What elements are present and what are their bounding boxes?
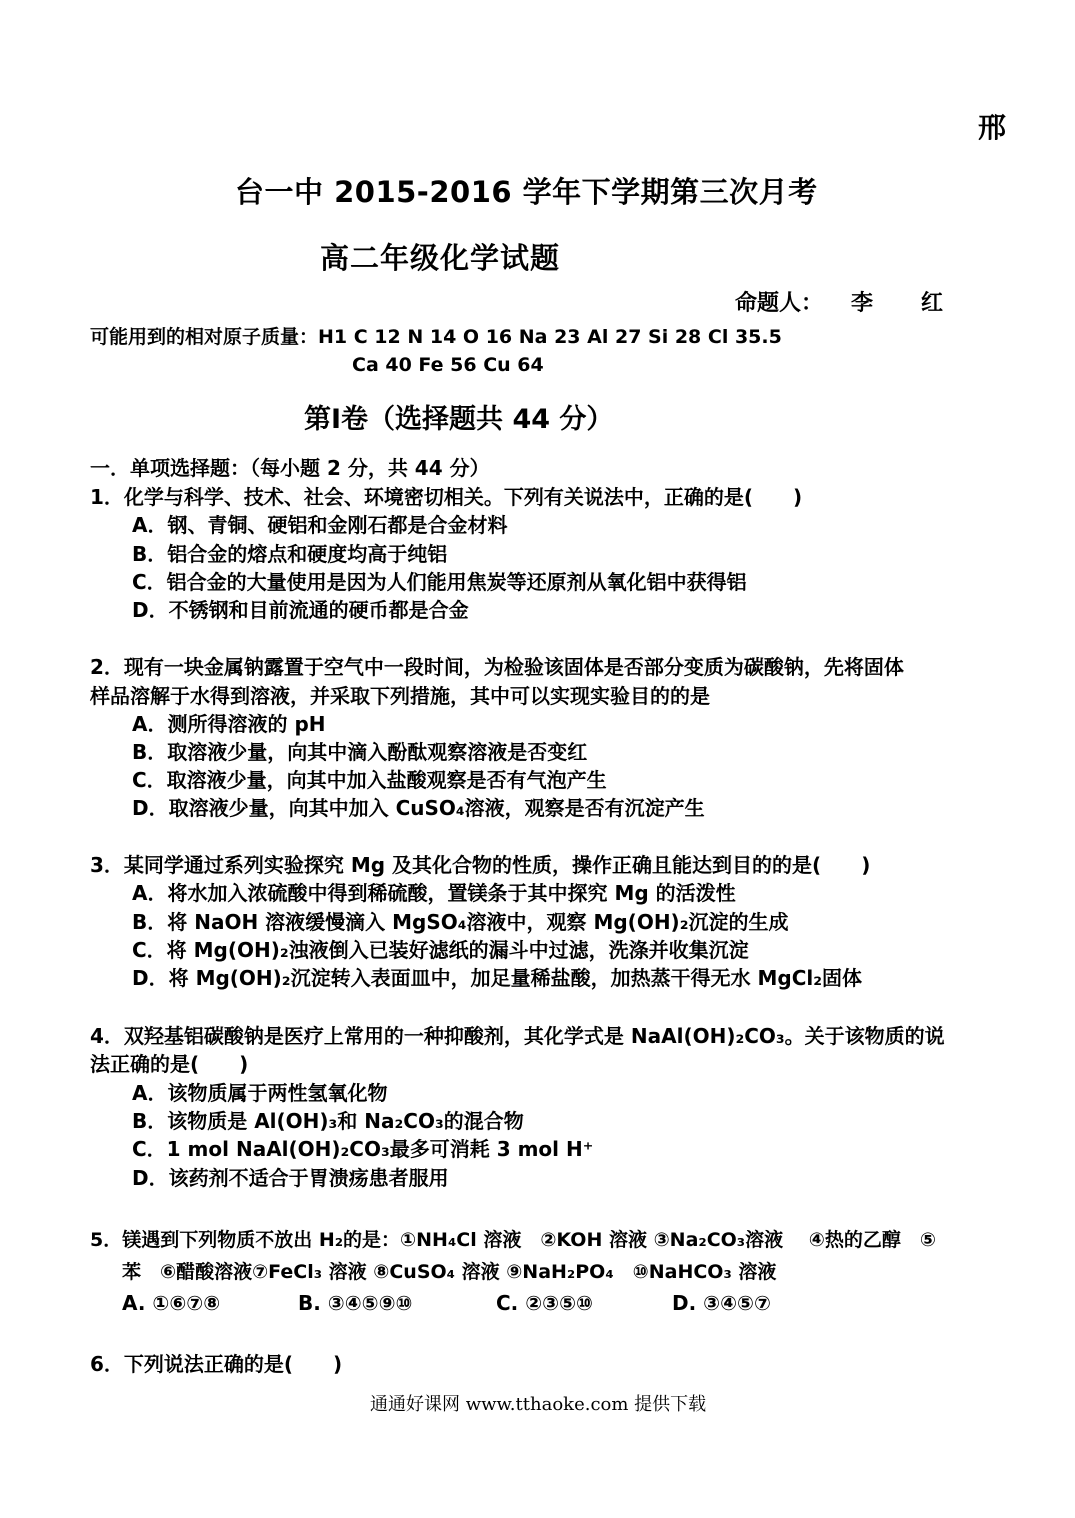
page-footer: 通通好课网 www.tthaoke.com 提供下载 [370,1394,707,1415]
question-3-stem: 3．某同学通过系列实验探究 Mg 及其化合物的性质，操作正确且能达到目的的是( ) [90,853,871,877]
question-4-option-a: A．该物质属于两性氢氧化物 [132,1081,388,1105]
question-3-option-a: A．将水加入浓硫酸中得到稀硫酸，置镁条于其中探究 Mg 的活泼性 [132,881,736,905]
question-5-option-d: D. ③④⑤⑦ [672,1291,771,1315]
question-6-stem: 6．下列说法正确的是( ) [90,1352,343,1376]
question-4-option-b: B．该物质是 Al(OH)₃和 Na₂CO₃的混合物 [132,1109,524,1133]
question-4-stem-line-1: 4．双羟基铝碳酸钠是医疗上常用的一种抑酸剂，其化学式是 NaAl(OH)₂CO₃。关于该物质的说 [90,1024,945,1048]
author-name-first: 李 [851,291,874,316]
question-1-option-c: C．铝合金的大量使用是因为人们能用焦炭等还原剂从氧化铝中获得铝 [132,570,747,594]
question-1-stem: 1．化学与科学、技术、社会、环境密切相关。下列有关说法中，正确的是( ) [90,485,803,509]
question-5-stem-line-1: 5．镁遇到下列物质不放出 H₂的是：①NH₄Cl 溶液 ②KOH 溶液 ③Na₂CO₃溶液 ④热的乙醇 ⑤ [90,1229,936,1251]
question-5-option-a: A. ①⑥⑦⑧ [122,1291,221,1315]
author-line [735,286,943,317]
part-title: 第Ⅰ卷（选择题共 44 分） [304,404,614,435]
question-3-option-b: B．将 NaOH 溶液缓慢滴入 MgSO₄溶液中，观察 Mg(OH)₂沉淀的生成 [132,910,789,934]
question-4-option-d: D．该药剂不适合于胃溃疡患者服用 [132,1166,449,1190]
section-heading: 一．单项选择题：（每小题 2 分，共 44 分） [90,456,490,480]
question-2-stem-line-2: 样品溶解于水得到溶液，并采取下列措施，其中可以实现实验目的的是 [90,684,710,708]
question-2-option-d: D．取溶液少量，向其中加入 CuSO₄溶液，观察是否有沉淀产生 [132,796,705,820]
question-2-option-a: A．测所得溶液的 pH [132,712,326,736]
corner-character: 邢 [978,111,1007,144]
question-2-option-c: C．取溶液少量，向其中加入盐酸观察是否有气泡产生 [132,768,607,792]
question-5-option-b: B. ③④⑤⑨⑩ [298,1291,413,1315]
exam-subtitle: 高二年级化学试题 [320,241,561,275]
question-5-stem-line-2: 苯 ⑥醋酸溶液⑦FeCl₃ 溶液 ⑧CuSO₄ 溶液 ⑨NaH₂PO₄ ⑩NaHCO₃ 溶液 [122,1261,777,1283]
question-3-option-c: C．将 Mg(OH)₂浊液倒入已装好滤纸的漏斗中过滤，洗涤并收集沉淀 [132,938,749,962]
exam-title: 台一中 2015-2016 学年下学期第三次月考 [235,175,818,209]
question-1-option-d: D．不锈钢和目前流通的硬币都是合金 [132,598,469,622]
question-3-option-d: D．将 Mg(OH)₂沉淀转入表面皿中，加足量稀盐酸，加热蒸干得无水 MgCl₂固体 [132,966,863,990]
question-5-option-c: C. ②③⑤⑩ [496,1291,593,1315]
atomic-mass-line-1: 可能用到的相对原子质量：H1 C 12 N 14 O 16 Na 23 Al 27 Si 28 Cl 35.5 [90,326,782,348]
author-label: 命题人： [735,291,824,316]
author-name-second: 红 [921,291,944,316]
question-1-option-a: A．钢、青铜、硬铝和金刚石都是合金材料 [132,513,508,537]
question-2-stem-line-1: 2．现有一块金属钠露置于空气中一段时间，为检验该固体是否部分变质为碳酸钠，先将固体 [90,655,904,679]
question-4-stem-line-2: 法正确的是( ) [90,1052,249,1076]
question-1-option-b: B．铝合金的熔点和硬度均高于纯铝 [132,542,448,566]
atomic-mass-line-2: Ca 40 Fe 56 Cu 64 [352,354,544,376]
question-4-option-c: C．1 mol NaAl(OH)₂CO₃最多可消耗 3 mol H⁺ [132,1137,594,1161]
question-2-option-b: B．取溶液少量，向其中滴入酚酞观察溶液是否变红 [132,740,588,764]
